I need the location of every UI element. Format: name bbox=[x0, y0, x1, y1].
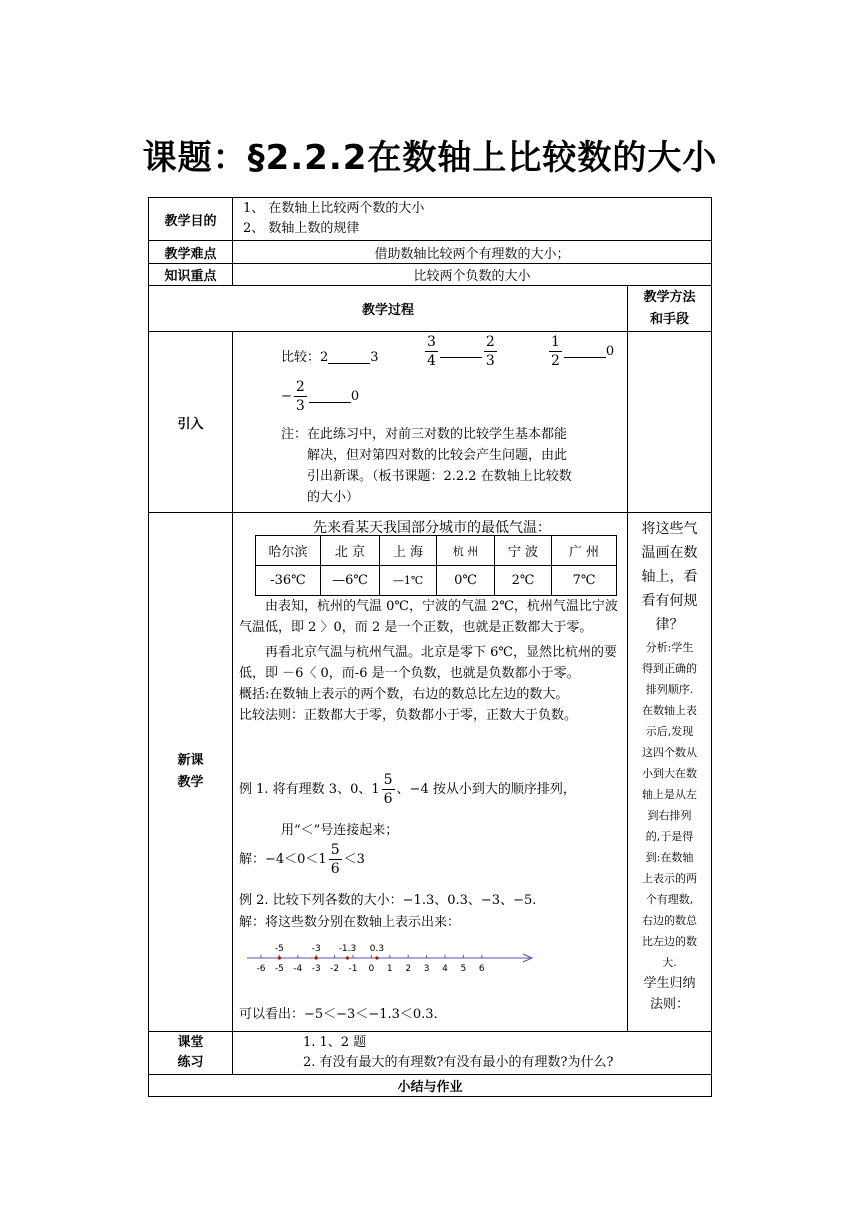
number-line bbox=[243, 933, 543, 977]
compare-0b: 0 bbox=[350, 389, 360, 404]
axis-tick-label: 1 bbox=[386, 964, 393, 974]
temp-cell: —1℃ bbox=[380, 566, 437, 596]
aims-content bbox=[233, 198, 712, 241]
city-cell: 北 京 bbox=[321, 536, 380, 566]
page-title: 课题：§2.2.2在数轴上比较数的大小 bbox=[142, 138, 718, 178]
new-lesson-label-1: 新课 bbox=[177, 753, 204, 768]
note-line: 解决，但对第四对数的比较会产生问题，由此 bbox=[307, 448, 568, 463]
example-1-text: 、−4 按从小到大的顺序排列， bbox=[396, 782, 576, 797]
method-line: 看有何规 bbox=[641, 593, 698, 609]
axis-point-label: -1.3 bbox=[338, 944, 357, 954]
methods-header-line1: 教学方法 bbox=[643, 289, 696, 305]
axis-tick-label: -3 bbox=[311, 964, 321, 974]
temp-cell: —6℃ bbox=[321, 566, 380, 596]
process-header: 教学过程 bbox=[149, 286, 628, 332]
new-lesson-methods bbox=[628, 513, 712, 1032]
difficulty-text: 借助数轴比较两个有理数的大小； bbox=[233, 241, 712, 264]
axis-point-label: -3 bbox=[311, 944, 321, 954]
axis-point bbox=[278, 956, 281, 959]
blank bbox=[309, 390, 351, 403]
axis-point-label: -5 bbox=[274, 944, 284, 954]
method-line: 将这些气 bbox=[641, 521, 698, 537]
minus-sign: − bbox=[281, 389, 292, 404]
city-cell: 上 海 bbox=[380, 536, 437, 566]
new-lesson-content bbox=[233, 513, 628, 1032]
analysis-line: 的,于是得 bbox=[645, 830, 694, 843]
analysis-line: 到右排列 bbox=[647, 809, 692, 822]
process-header-row bbox=[149, 286, 712, 332]
paragraph-1: 由表知，杭州的气温 0℃，宁波的气温 2℃，杭州气温比宁波气温低，即 2 〉0，而 2 是一个正数，也就是正数都大于零。 bbox=[239, 599, 618, 635]
analysis-line: 右边的数总 bbox=[642, 914, 697, 927]
solution-2: 解：将这些数分别在数轴上表示出来： bbox=[239, 915, 461, 930]
example-2: 例 2. 比较下列各数的大小：−1.3、0.3、−3、−5. bbox=[239, 893, 537, 908]
axis-tick-label: 2 bbox=[405, 964, 412, 974]
compare-0a: 0 bbox=[605, 344, 615, 359]
compare-prefix: 比较：2 bbox=[281, 350, 329, 365]
practice-label-2: 练习 bbox=[177, 1055, 204, 1070]
practice-content bbox=[233, 1032, 712, 1075]
method-line: 轴上，看 bbox=[641, 569, 698, 585]
paragraph-2: 再看北京气温与杭州气温。北京是零下 6℃，显然比杭州的要低，即 －6〈 0，而-6 是一个负数，也就是负数都小于零。 bbox=[239, 645, 617, 681]
aims-label: 教学目的 bbox=[149, 198, 233, 241]
axis-point bbox=[346, 956, 349, 959]
method-end-line: 学生归纳 bbox=[643, 976, 696, 991]
axis-tick-label: 3 bbox=[423, 964, 430, 974]
axis-point bbox=[315, 956, 318, 959]
axis-tick-label: -6 bbox=[256, 964, 266, 974]
analysis-line: 分析:学生 bbox=[645, 641, 694, 654]
analysis-line: 轴上是从左 bbox=[642, 788, 697, 801]
rule-text: 比较法则：正数都大于零，负数都小于零，正数大于负数。 bbox=[239, 708, 578, 723]
analysis-line: 小到大在数 bbox=[642, 767, 697, 780]
city-cell: 哈尔滨 bbox=[256, 536, 321, 566]
new-lesson-label-2: 教学 bbox=[177, 775, 204, 790]
blank bbox=[440, 345, 482, 358]
axis-point bbox=[375, 956, 378, 959]
intro-row bbox=[149, 332, 712, 513]
city-cell: 杭 州 bbox=[437, 536, 495, 566]
summary-label: 小结与作业 bbox=[149, 1075, 712, 1097]
note-line: 的大小） bbox=[307, 490, 360, 505]
compare-half bbox=[547, 333, 614, 370]
analysis-line: 比左边的数 bbox=[642, 935, 697, 948]
aims-item-1: 1、 在数轴上比较两个数的大小 bbox=[243, 201, 425, 216]
conclusion: 可以看出：−5＜−3＜−1.3＜0.3. bbox=[239, 1007, 438, 1022]
compare-fractions bbox=[423, 333, 499, 370]
solution-1-text: 解：−4＜0＜1 bbox=[239, 852, 327, 867]
analysis-line: 大. bbox=[662, 956, 677, 969]
summary-row bbox=[149, 1075, 712, 1097]
method-line: 温画在数 bbox=[641, 545, 698, 561]
practice-line-2: 2. 有没有最大的有理数?有没有最小的有理数?为什么? bbox=[303, 1055, 614, 1070]
axis-tick-label: 4 bbox=[442, 964, 448, 974]
lesson-plan-table bbox=[148, 197, 712, 1097]
intro-methods bbox=[628, 332, 712, 513]
axis-tick-label: -4 bbox=[293, 964, 303, 974]
new-lesson-row bbox=[149, 513, 712, 1032]
practice-label bbox=[149, 1032, 233, 1075]
solution-1-text: ＜3 bbox=[343, 852, 365, 867]
fraction-3-4: $\frac{3}{4}$ bbox=[427, 334, 436, 369]
example-1-cont: 用“＜”号连接起来； bbox=[281, 823, 399, 838]
difficulty-row bbox=[149, 241, 712, 264]
practice-line-1: 1. 1、2 题 bbox=[303, 1035, 367, 1050]
city-cell: 宁 波 bbox=[495, 536, 552, 566]
axis-tick-label: -5 bbox=[274, 964, 284, 974]
temp-cell: 7℃ bbox=[552, 566, 617, 596]
temp-cell: -36℃ bbox=[256, 566, 321, 596]
methods-header-line2: 和手段 bbox=[649, 311, 689, 327]
axis-tick-label: -1 bbox=[348, 964, 358, 974]
analysis-line: 上表示的两 bbox=[642, 872, 697, 885]
solution-1 bbox=[239, 841, 365, 878]
fraction-2-3-neg: $\frac{2}{3}$ bbox=[295, 379, 305, 414]
analysis-line: 得到正确的 bbox=[642, 662, 697, 675]
summary-text: 概括:在数轴上表示的两个数，右边的数总比左边的数大。 bbox=[239, 687, 569, 702]
temp-cell: 0℃ bbox=[437, 566, 495, 596]
analysis-line: 个有理数, bbox=[645, 893, 694, 906]
intro-note bbox=[281, 424, 621, 508]
city-temperature-table bbox=[255, 535, 617, 596]
note-line: 引出新课。（板书课题：2.2.2 在数轴上比较数 bbox=[307, 469, 572, 484]
methods-header bbox=[628, 286, 712, 332]
axis-tick-label: 0 bbox=[368, 964, 375, 974]
axis-tick-label: 6 bbox=[478, 964, 485, 974]
aims-row bbox=[149, 198, 712, 241]
example-1 bbox=[239, 771, 576, 808]
fraction-5-6: $\frac{5}{6}$ bbox=[383, 772, 393, 807]
fraction-5-6: $\frac{5}{6}$ bbox=[330, 842, 340, 877]
blank bbox=[328, 351, 370, 364]
difficulty-label: 教学难点 bbox=[149, 241, 233, 264]
example-1-text: 例 1. 将有理数 3、0、1 bbox=[239, 782, 380, 797]
keypoint-label: 知识重点 bbox=[149, 264, 233, 286]
axis-tick-label: 5 bbox=[460, 964, 467, 974]
method-line: 律？ bbox=[655, 617, 684, 633]
axis-point-label: 0.3 bbox=[369, 944, 385, 954]
practice-label-1: 课堂 bbox=[177, 1035, 204, 1050]
compare-row-2 bbox=[281, 378, 359, 415]
explanation bbox=[239, 596, 624, 726]
compare-3: 3 bbox=[370, 350, 379, 365]
intro-label: 引入 bbox=[149, 332, 233, 513]
fraction-1-2: $\frac{1}{2}$ bbox=[551, 334, 560, 369]
method-end-line: 法则： bbox=[649, 997, 689, 1012]
practice-row bbox=[149, 1032, 712, 1075]
axis-tick-label: -2 bbox=[330, 964, 340, 974]
analysis-line: 示后,发现 bbox=[645, 725, 694, 738]
analysis-line: 在数轴上表 bbox=[642, 704, 697, 717]
analysis-line: 到:在数轴 bbox=[645, 851, 694, 864]
analysis-line: 排列顺序. bbox=[645, 683, 694, 696]
keypoint-text: 比较两个负数的大小 bbox=[233, 264, 712, 286]
temp-cell: 2℃ bbox=[495, 566, 552, 596]
city-cell: 广 州 bbox=[552, 536, 617, 566]
compare-row-1 bbox=[281, 346, 379, 365]
aims-item-2: 2、 数轴上数的规律 bbox=[243, 221, 360, 236]
new-lesson-label bbox=[149, 513, 233, 1032]
temps-intro: 先来看某天我国部分城市的最低气温： bbox=[313, 520, 551, 536]
keypoint-row bbox=[149, 264, 712, 286]
blank bbox=[564, 345, 606, 358]
note-line: 注：在此练习中，对前三对数的比较学生基本都能 bbox=[281, 427, 568, 442]
intro-content bbox=[233, 332, 628, 513]
analysis-line: 这四个数从 bbox=[642, 746, 697, 759]
fraction-2-3: $\frac{2}{3}$ bbox=[485, 334, 495, 369]
